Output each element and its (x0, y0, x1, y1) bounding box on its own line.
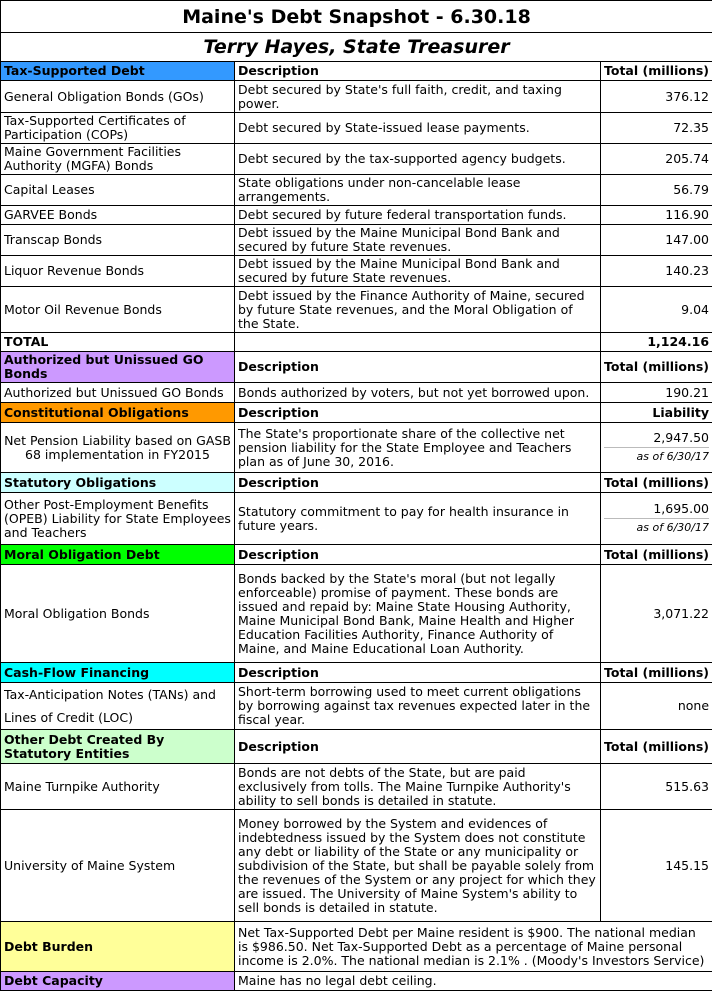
row-value: none (601, 683, 712, 730)
total-header: Total (millions) (601, 62, 712, 81)
total-header: Total (millions) (601, 352, 712, 383)
section-title: Debt Capacity (1, 972, 235, 991)
row-description: Money borrowed by the System and evidences of indebtedness issued by the System does not constitute any debt or liability of the State or any municipality or subdivision of the State, but shall be payable solely from the revenues of the System or any project for which they are issued. The University of Maine System's ability to sell bonds is detailed in statute. (235, 810, 601, 922)
row-name-line-1: Tax-Anticipation Notes (TANs) and (4, 686, 216, 702)
row-value: 9.04 (601, 287, 712, 333)
row-name: Capital Leases (1, 175, 235, 206)
table-row (1, 225, 712, 256)
table-row (1, 383, 712, 403)
description-header: Description (235, 62, 601, 81)
total-header: Total (millions) (601, 473, 712, 493)
row-description: Debt issued by the Maine Municipal Bond Bank and secured by future State revenues. (235, 256, 601, 287)
row-description: Bonds backed by the State's moral (but not legally enforceable) promise of payment. These bonds are issued and repaid by: Maine State Housing Authority, Maine Municipal Bond Bank, Maine Health and Higher Education Facilities Authority, Finance Authority of Maine, and Maine Educational Loan Authority. (235, 565, 601, 663)
row-name: Maine Turnpike Authority (1, 764, 235, 810)
section-title: Tax-Supported Debt (1, 62, 235, 81)
row-description: State obligations under non-cancelable lease arrangements. (235, 175, 601, 206)
description-header: Description (235, 545, 601, 565)
row-value: 1,695.00 (604, 500, 709, 519)
row-value-cell (601, 493, 712, 545)
table-row (1, 810, 712, 922)
table-row (1, 565, 712, 663)
debt-capacity-row (1, 972, 712, 991)
as-of-date: as of 6/30/17 (636, 521, 710, 534)
row-name: Motor Oil Revenue Bonds (1, 287, 235, 333)
liability-header: Liability (601, 403, 712, 423)
row-value: 140.23 (601, 256, 712, 287)
description-header: Description (235, 663, 601, 683)
page-subtitle: Terry Hayes, State Treasurer (1, 33, 712, 62)
table-row (1, 144, 712, 175)
section-title: Moral Obligation Debt (1, 545, 235, 565)
row-name: Moral Obligation Bonds (1, 565, 235, 663)
table-row (1, 683, 712, 730)
row-value: 376.12 (601, 81, 712, 113)
debt-burden-row (1, 922, 712, 972)
section-header-other (1, 730, 712, 764)
table-row (1, 423, 712, 473)
row-value: 72.35 (601, 113, 712, 144)
section-header-cashflow (1, 663, 712, 683)
row-name-cell (1, 683, 235, 730)
row-name: Net Pension Liability based on GASB 68 implementation in FY2015 (1, 423, 235, 473)
table-row (1, 175, 712, 206)
row-name: Tax-Supported Certificates of Participation (COPs) (1, 113, 235, 144)
total-label: TOTAL (1, 333, 235, 352)
row-value: 205.74 (601, 144, 712, 175)
row-description: Debt issued by the Maine Municipal Bond Bank and secured by future State revenues. (235, 225, 601, 256)
row-description: Debt secured by the tax-supported agency budgets. (235, 144, 601, 175)
row-name: Liquor Revenue Bonds (1, 256, 235, 287)
row-value-cell (601, 423, 712, 473)
total-row (1, 333, 712, 352)
section-title: Other Debt Created By Statutory Entities (1, 730, 235, 764)
section-header-authorized (1, 352, 712, 383)
row-description: Statutory commitment to pay for health insurance in future years. (235, 493, 601, 545)
section-title: Cash-Flow Financing (1, 663, 235, 683)
section-header-moral (1, 545, 712, 565)
section-header-tax-supported (1, 62, 712, 81)
description-header: Description (235, 352, 601, 383)
row-description: Debt issued by the Finance Authority of Maine, secured by future State revenues, and the Moral Obligation of the State. (235, 287, 601, 333)
total-description (235, 333, 601, 352)
row-description: Bonds are not debts of the State, but are paid exclusively from tolls. The Maine Turnpike Authority's ability to sell bonds is detailed in statute. (235, 764, 601, 810)
description-header: Description (235, 730, 601, 764)
description-header: Description (235, 403, 601, 423)
row-value: 145.15 (601, 810, 712, 922)
row-name: Other Post-Employment Benefits (OPEB) Liability for State Employees and Teachers (1, 493, 235, 545)
section-header-constitutional (1, 403, 712, 423)
title-row (1, 1, 712, 33)
row-description: Debt secured by State's full faith, credit, and taxing power. (235, 81, 601, 113)
table-row (1, 256, 712, 287)
section-header-statutory (1, 473, 712, 493)
section-title: Debt Burden (1, 922, 235, 972)
row-name: General Obligation Bonds (GOs) (1, 81, 235, 113)
page-title: Maine's Debt Snapshot - 6.30.18 (1, 1, 712, 33)
row-description: Debt secured by State-issued lease payments. (235, 113, 601, 144)
table-row (1, 206, 712, 225)
section-title: Constitutional Obligations (1, 403, 235, 423)
capacity-description: Maine has no legal debt ceiling. (235, 972, 712, 991)
row-value: 147.00 (601, 225, 712, 256)
as-of-date: as of 6/30/17 (636, 450, 710, 463)
table-row (1, 493, 712, 545)
total-header: Total (millions) (601, 730, 712, 764)
row-value: 190.21 (601, 383, 712, 403)
row-description: The State's proportionate share of the collective net pension liability for the State Employee and Teachers plan as of June 30, 2016. (235, 423, 601, 473)
row-name: Transcap Bonds (1, 225, 235, 256)
table-row (1, 81, 712, 113)
row-name-line-2: Lines of Credit (LOC) (4, 709, 133, 725)
row-value: 3,071.22 (601, 565, 712, 663)
row-description: Short-term borrowing used to meet current obligations by borrowing against tax revenues expected later in the fiscal year. (235, 683, 601, 730)
row-description: Debt secured by future federal transportation funds. (235, 206, 601, 225)
row-name: Authorized but Unissued GO Bonds (1, 383, 235, 403)
row-value: 116.90 (601, 206, 712, 225)
row-name: GARVEE Bonds (1, 206, 235, 225)
subtitle-row (1, 33, 712, 62)
row-name: University of Maine System (1, 810, 235, 922)
table-row (1, 764, 712, 810)
row-value: 515.63 (601, 764, 712, 810)
row-description: Bonds authorized by voters, but not yet borrowed upon. (235, 383, 601, 403)
total-header: Total (millions) (601, 663, 712, 683)
table-row (1, 113, 712, 144)
table-row (1, 287, 712, 333)
row-name: Maine Government Facilities Authority (MGFA) Bonds (1, 144, 235, 175)
description-header: Description (235, 473, 601, 493)
total-value: 1,124.16 (601, 333, 712, 352)
section-title: Statutory Obligations (1, 473, 235, 493)
row-value: 56.79 (601, 175, 712, 206)
row-value: 2,947.50 (604, 429, 709, 448)
burden-description: Net Tax-Supported Debt per Maine resident is $900. The national median is $986.50. Net Tax-Supported Debt as a percentage of Maine personal income is 2.0%. The national median is 2.1% . (Moody's Investors Service) (235, 922, 712, 972)
section-title: Authorized but Unissued GO Bonds (1, 352, 235, 383)
total-header: Total (millions) (601, 545, 712, 565)
